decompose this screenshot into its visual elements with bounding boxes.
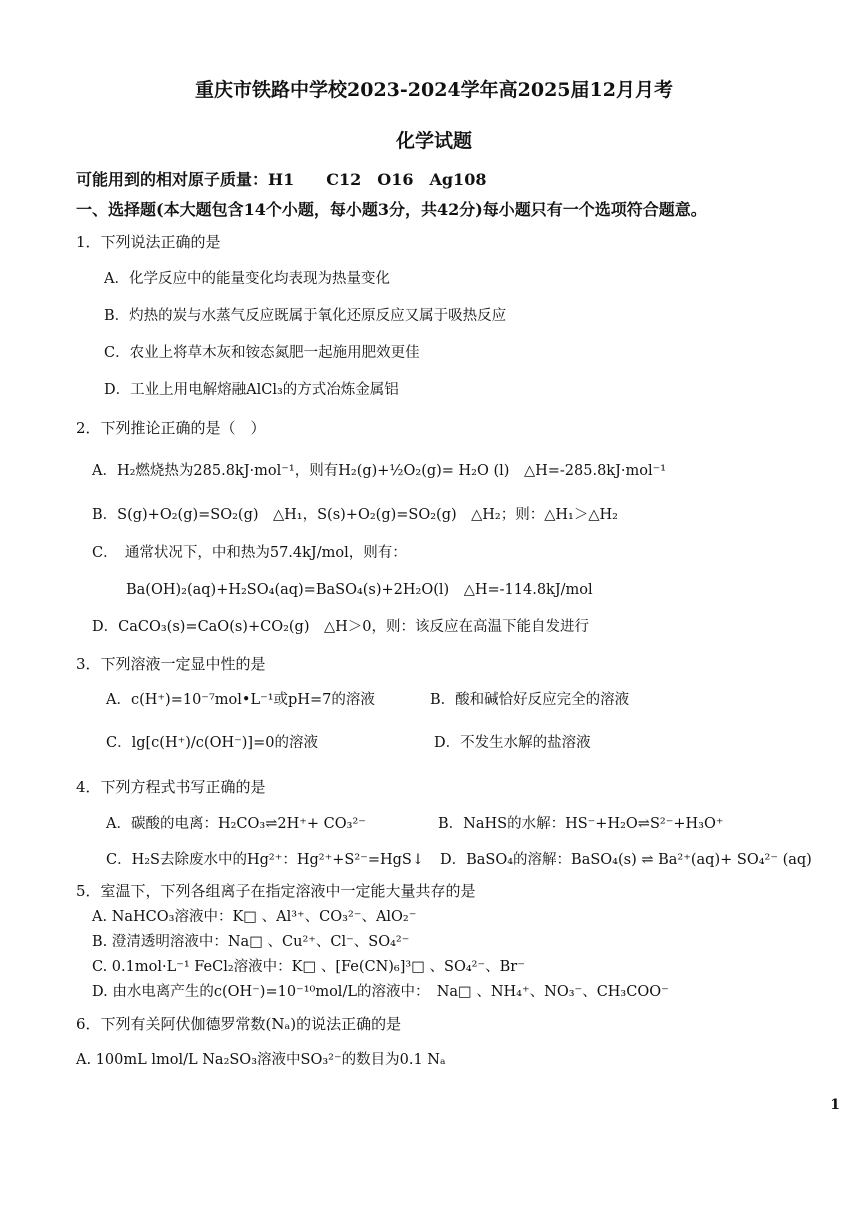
question-3-stem: 3．下列溶液一定显中性的是 xyxy=(76,655,266,673)
question-6-option-a: A. 100mL lmol/L Na₂SO₃溶液中SO₃²⁻的数目为0.1 Nₐ xyxy=(76,1052,446,1068)
atomic-mass-note: 可能用到的相对原子质量：H1 C12 O16 Ag108 xyxy=(76,170,487,189)
question-4-option-c: C．H₂S去除废水中的Hg²⁺：Hg²⁺+S²⁻=HgS↓ xyxy=(106,852,424,868)
question-3-option-a: A．c(H⁺)=10⁻⁷mol•L⁻¹或pH=7的溶液 xyxy=(106,692,375,708)
question-2-option-b: B．S(g)+O₂(g)=SO₂(g) △H₁，S(s)+O₂(g)=SO₂(g) △H₂；则：△H₁＞△H₂ xyxy=(92,507,618,523)
question-1-option-c: C．农业上将草木灰和铵态氮肥一起施用肥效更佳 xyxy=(104,345,420,361)
question-3-option-c: C．lg[c(H⁺)/c(OH⁻)]=0的溶液 xyxy=(106,735,318,751)
question-5-option-d: D. 由水电离产生的c(OH⁻)=10⁻¹⁰mol/L的溶液中： Na□ 、NH₄⁺、NO₃⁻、CH₃COO⁻ xyxy=(92,984,669,1000)
question-2-option-c-equation: Ba(OH)₂(aq)+H₂SO₄(aq)=BaSO₄(s)+2H₂O(l) △H=-114.8kJ/mol xyxy=(126,582,593,598)
question-6-stem: 6．下列有关阿伏伽德罗常数(Nₐ)的说法正确的是 xyxy=(76,1015,402,1033)
question-4-option-d: D．BaSO₄的溶解：BaSO₄(s) ⇌ Ba²⁺(aq)+ SO₄²⁻ (aq) xyxy=(440,852,812,868)
question-5-option-b: B. 澄清透明溶液中：Na□ 、Cu²⁺、Cl⁻、SO₄²⁻ xyxy=(92,934,410,950)
question-1-option-a: A．化学反应中的能量变化均表现为热量变化 xyxy=(104,271,390,287)
question-3-option-d: D．不发生水解的盐溶液 xyxy=(434,735,591,751)
exam-title: 重庆市铁路中学校2023-2024学年高2025届12月月考 xyxy=(195,79,673,101)
question-5-option-c: C. 0.1mol·L⁻¹ FeCl₂溶液中：K□ 、[Fe(CN)₆]³□ 、SO₄²⁻、Br⁻ xyxy=(92,959,525,975)
exam-subtitle: 化学试题 xyxy=(395,130,472,152)
question-1-option-d: D．工业上用电解熔融AlCl₃的方式冶炼金属铝 xyxy=(104,382,399,398)
question-1-stem: 1．下列说法正确的是 xyxy=(76,233,221,251)
question-2-option-a: A．H₂燃烧热为285.8kJ·mol⁻¹，则有H₂(g)+½O₂(g)= H₂O (l) △H=-285.8kJ·mol⁻¹ xyxy=(92,463,667,479)
page-number: 1 xyxy=(830,1097,840,1113)
question-2-option-d: D．CaCO₃(s)=CaO(s)+CO₂(g) △H＞0，则：该反应在高温下能自发进行 xyxy=(92,619,590,635)
question-5-option-a: A. NaHCO₃溶液中：K□ 、Al³⁺、CO₃²⁻、AlO₂⁻ xyxy=(92,909,417,925)
question-3-option-b: B．酸和碱恰好反应完全的溶液 xyxy=(430,692,630,708)
question-2-stem: 2．下列推论正确的是（ ） xyxy=(76,419,266,437)
question-4-option-b: B．NaHS的水解：HS⁻+H₂O⇌S²⁻+H₃O⁺ xyxy=(438,816,724,832)
question-4-option-a: A．碳酸的电离：H₂CO₃⇌2H⁺+ CO₃²⁻ xyxy=(106,816,366,832)
section-heading: 一、选择题(本大题包含14个小题，每小题3分，共42分)每小题只有一个选项符合题意。 xyxy=(76,200,707,219)
question-1-option-b: B．灼热的炭与水蒸气反应既属于氧化还原反应又属于吸热反应 xyxy=(104,308,507,324)
question-5-stem: 5．室温下，下列各组离子在指定溶液中一定能大量共存的是 xyxy=(76,882,476,900)
question-4-stem: 4．下列方程式书写正确的是 xyxy=(76,778,266,796)
question-2-option-c: C． 通常状况下，中和热为57.4kJ/mol，则有： xyxy=(92,545,407,561)
